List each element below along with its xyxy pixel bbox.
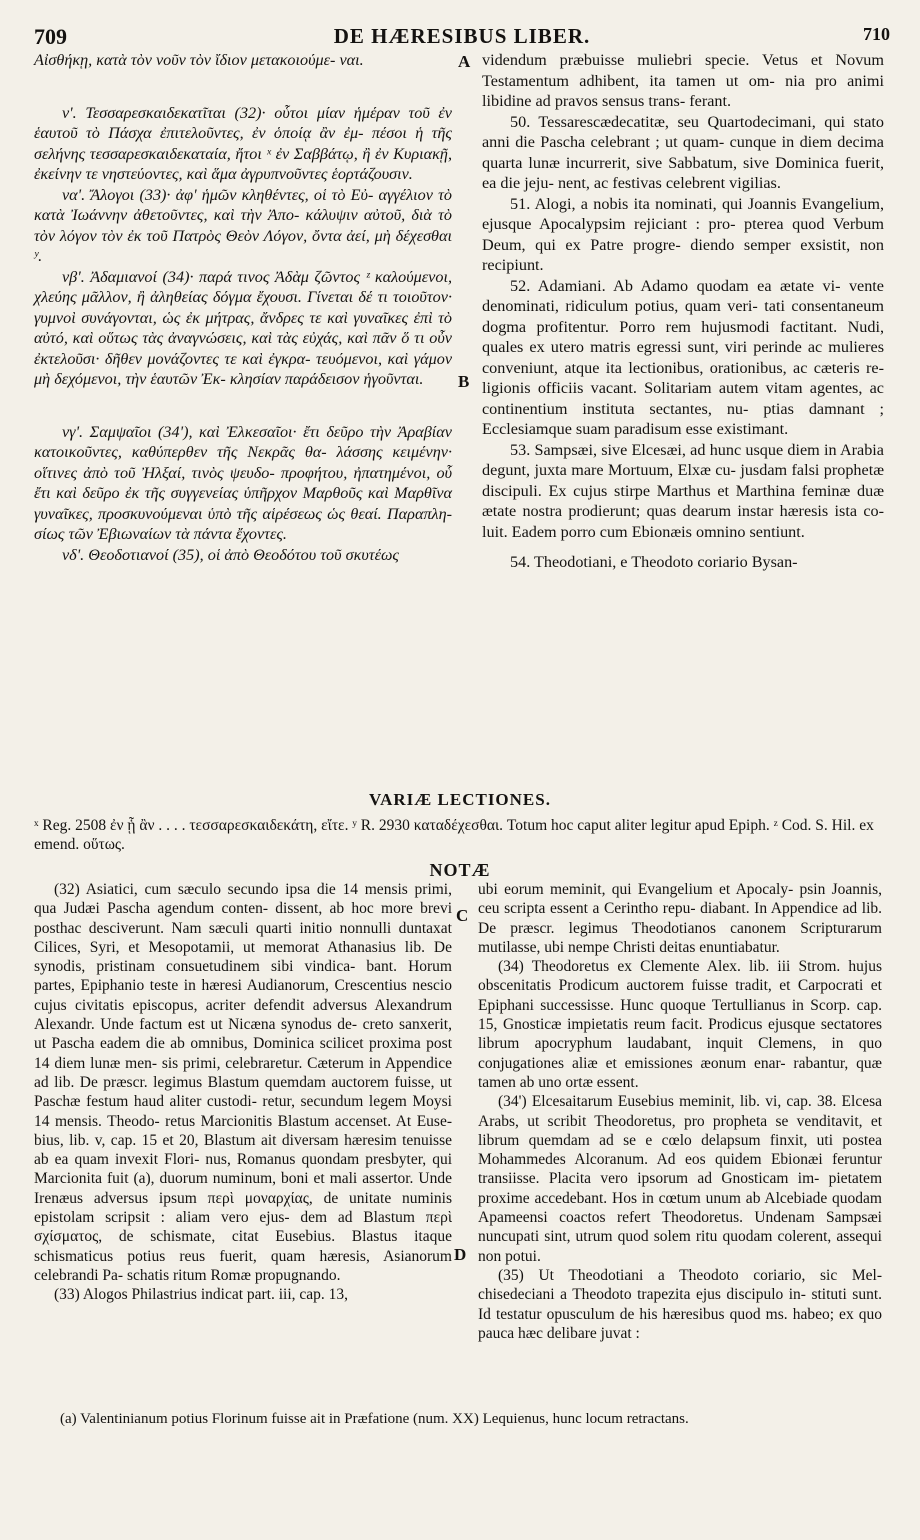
page-number-right: 710 [863,24,890,44]
notae-heading: NOTÆ [429,860,491,880]
margin-marker-d: D [454,1245,467,1264]
latin-paragraph: 50. Tessarescædecatitæ, seu Quartodecimani, qui stato anni die Pascha celebrant ; ut quam- cunque in diem decima quarta lunæ incurrerit, sive Sabbatum, sive Dominica fuerit, ea die jeju- nent, ac festivas celebrent vigilias. [482,112,884,192]
note-paragraph: (33) Alogos Philastrius indicat part. iii, cap. 13, [54,1286,349,1304]
page-number-left: 709 [34,24,67,49]
notes-right-column [478,880,882,1343]
greek-paragraph: νβ'. Ἀδαμιανοί (34)· παρά τινος Ἀδὰμ ζῶντος ᶻ καλούμενοι, χλεύης μᾶλλον, ἢ ἀληθείας δόγμα ἔχουσι. Γίνεται δέ τι τοιοῦτον· γυμνοὶ συνάγονται, ὡς ἐκ μήτρας, ἄνδρες τε καὶ γυναῖκες ἐπὶ τὸ αὐτό, καὶ οὕτως τὰς ἀναγνώσεις, καὶ τὰς εὐχάς, καὶ πᾶν ὅ τι οὖν ἐκτελοῦσι· δῆθεν μονάζοντες τε καὶ ἐγκρα- τευόμενοι, καὶ γάμον μὴ δεχόμενοι, τὴν ἑαυτῶν Ἐκ- κλησίαν παράδεισον ἡγοῦνται. [34,267,452,388]
note-paragraph: ubi eorum meminit, qui Evangelium et Apocaly- psin Joannis, ceu scripta essent a Cerintho repu- diabant. In Appendice ad lib. De præscr. legimus Theodotianos canonem Scripturarum mutilasse, ubi nempe Christi deitas enuntiabatur. [478,881,882,956]
latin-paragraph: 54. Theodotiani, e Theodoto coriario Bysan- [510,553,798,571]
note-paragraph: (34) Theodoretus ex Clemente Alex. lib. iii Strom. hujus obscenitatis Prodicum auctorem fuisse tradit, et Carpocrati et Epiphani successisse. Hunc quoque Tertullianus in Scorp. cap. 15, Gnosticæ impietatis reum facit. Prodicus ejusque sectatores librum apocryphum laudabant, inquit Clemens, in quo conjugationes aliæ et emissiones æonum enar- rabantur, quæ tamen ab uno ortæ essent. [478,958,882,1091]
greek-paragraph: ν'. Τεσσαρεσκαιδεκατῖται (32)· οὗτοι μίαν ἡμέραν τοῦ ἐν ἑαυτοῦ τὸ Πάσχα ἐπιτελοῦντες, ἐν ὁποίᾳ ἂν ἐμ- πέσοι ἡ τῆς σελήνης τεσσαρεσκαιδεκαταία, ἤτοι ˣ ἐν Σαββάτῳ, ἢ ἐν Κυριακῇ, ἐκείνην τε νηστεύοντες, καὶ ἅμα ἀγρυπνοῦντες ἑορτάζουσιν. [34,103,452,183]
greek-paragraph: νδ'. Θεοδοτιανοί (35), οἱ ἀπὸ Θεοδότου τοῦ σκυτέως [62,545,399,564]
running-head [34,24,890,50]
latin-paragraph: 51. Alogi, a nobis ita nominati, qui Joannis Evangelium, ejusque Apocalypsim rejiciant : pro- pterea quod Verbum Deum, qui ex Patre progre- diendo semper exsistit, non recipiunt. [482,194,884,274]
note-paragraph: (35) Ut Theodotiani a Theodoto coriario, sic Mel- chisedeciani a Theodoto trapezita ejus discipulo in- stituti sunt. Id testatur opusculum de his hæresibus quod ms. habeo; ex quo pauca hæc delibare juvat : [478,1266,882,1342]
margin-marker-c: C [456,906,469,925]
latin-column [482,50,884,573]
note-paragraph: (34') Elcesaitarum Eusebius meminit, lib. vi, cap. 38. Elcesa Arabs, ut scribit Theodoretus, pro propheta se venditavit, et librum quemdam ad se e cœlo delapsum finxit, uti postea Mohammedes Alcoranum. Ad eos quidem Ebionæi feruntur transiisse. Placita vero ipsorum ad Gnosticam im- pietatem proxime accedebant. Hos in cœtum unum ab Alcebiade quodam Apameensi coactos refert Theodoretus. Undenam Sampsæi nuncupati sint, utrum quod solem ritu quodam colerent, assequi non potui. [478,1093,882,1265]
greek-paragraph: Αἰσθήκῃ, κατὰ τὸν νοῦν τὸν ἴδιον μετακοιούμε- ναι. [34,51,364,69]
latin-paragraph: 52. Adamiani. Ab Adamo quodam ea ætate vi- vente denominati, ridiculum potius, quam veri- tati consentaneum dogma profitentur. Porro rem hujusmodi factitant. Nudi, quales ex utero matris egressi sunt, viri perinde ac mulieres conveniunt, atque ita lectionibus, orationibus, ac cæteris re- ligionis officiis vacant. Solitariam autem vitam agentes, ac continentium instituta sectantes, nu- ptias damnant ; Ecclesiamque suam paradisum esse existimant. [482,276,884,438]
variae-lectiones-heading: VARIÆ LECTIONES. [369,790,551,809]
margin-marker-a: A [458,52,471,71]
running-head-title: DE HÆRESIBUS LIBER. [333,24,591,48]
greek-paragraph: νγ'. Σαμψαῖοι (34'), καὶ Ἐλκεσαῖοι· ἔτι δεῦρο τὴν Ἀραβίαν κατοικοῦντες, καθύπερθεν τῆς Νεκρᾶς θα- λάσσης κειμένην· οἵτινες ἀπὸ τοῦ Ἠλξαί, τινὸς ψευδο- προφήτου, ἠπατημένοι, οὗ ἔτι καὶ δεῦρο ἐκ τῆς συγγενείας ὑπῆρχον Μαρθοῦς καὶ Μαρθῖνα γυναῖκες, προσκυνούμεναι ὑπὸ τῆς αἱρέσεως ὡς θεαί. Παραπλη- σίως τῶν Ἐβιωναίων τὰ πάντα ἔχοντες. [34,422,452,543]
note-paragraph: (32) Asiatici, cum sæculo secundo ipsa die 14 mensis primi, qua Judæi Pascha agendum conten- dissent, ab hoc more brevi posthac desciverunt. Nam sæculi quarti initio nonnulli duntaxat Cilices, Syri, et Mesopotamii, ut memorat Athanasius lib. De synodis, pristinam consuetudinem sibi vindica- bant. Horum partes, Epiphanio teste in hæresi Audianorum, Crescentius nescio cujus civitatis episcopus, acriter defendit adversus Alexandrum Alexandr. Unde factum est ut Nicæna synodus de- creto sanxerit, ut Pascha eadem die ab omnibus, Dominica scilicet proxima post 14 diem lunæ men- sis primi, celebraretur. Cæterum in Appendice ad lib. De præscr. legimus Blastum quemdam auctorem fuisse, ut Paschæ festum haud aliter custodi- retur, secundum legem Moysi 14 mensis. Theodo- retus Marcionitis Blastum accenset. At Euse- bius, lib. v, cap. 15 et 20, Blastum ait diversam hæresim tenuisse ab ea quam invexit Flori- nus, Romanus quondam presbyter, qui Marcionita fuit (a), duorum numinum, boni et mali assertor. Unde Irenæus adversus ipsum περὶ μοναρχίας, de unitate numinis epistolam scripsit : aliam vero ejus- dem ad Blastum περὶ σχίσματος, de schismate, citat Eusebius. Blastus itaque schismaticus potius reus fuerit, quam hæresis, Asianorum celebrandi Pa- schatis ritum Romæ propugnando. [34,881,452,1284]
latin-paragraph: videndum præbuisse muliebri specie. Vetus et Novum Testamentum adhibent, ita tamen ut om- nia pro animi libidine ad pravos sensus trans- ferant. [482,51,884,110]
latin-paragraph: 53. Sampsæi, sive Elcesæi, ad hunc usque diem in Arabia degunt, juxta mare Mortuum, Elxæ cu- jusdam falsi prophetæ discipuli. Ex cujus stirpe Marthus et Marthina feminæ duæ ætate nostra prodierunt; quas dearum instar hæresis ista co- luit. Eadem porro cum Ebionæis omnino sentiunt. [482,440,884,541]
variae-lectiones-text: ˣ Reg. 2508 ἐν ᾗ ἂν . . . . τεσσαρεσκαιδεκάτη, εἴτε. ʸ R. 2930 καταδέχεσθαι. Totum hoc caput aliter legitur apud Epiph. ᶻ Cod. S. Hil. ex emend. οὕτως. [34,817,874,853]
footnote: (a) Valentinianum potius Florinum fuisse ait in Præfatione (num. XX) Lequienus, hunc locum retractans. [60,1411,689,1427]
greek-paragraph: να'. Ἄλογοι (33)· ἀφ' ἡμῶν κληθέντες, οἱ τὸ Εὐ- αγγέλιον τὸ κατὰ Ἰωάννην ἀθετοῦντες, καὶ τὴν Ἀπο- κάλυψιν αὐτοῦ, διὰ τὸ τὸν λόγον τὸν ἐκ τοῦ Πατρὸς Θεὸν Λόγον, ὄντα ἀεί, μὴ δέχεσθαι ʸ. [34,185,452,265]
greek-column [34,50,452,565]
margin-marker-b: B [458,372,470,391]
notes-left-column [34,880,452,1305]
